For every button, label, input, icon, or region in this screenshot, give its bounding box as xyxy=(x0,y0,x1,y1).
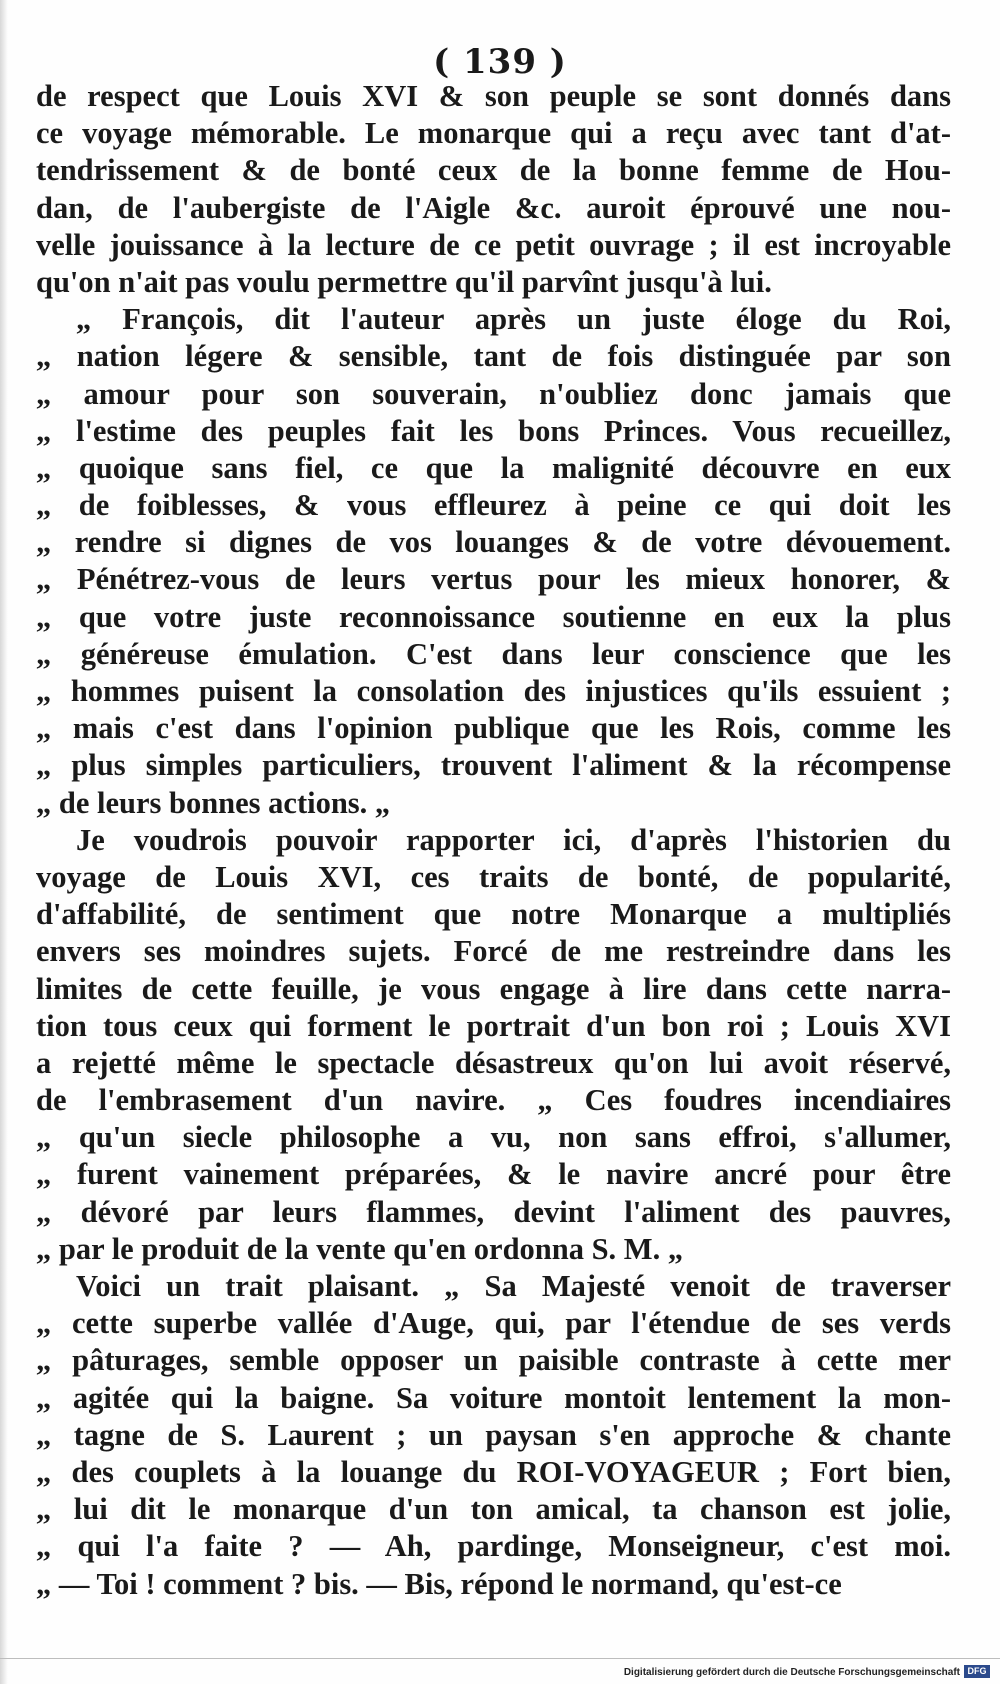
text-line: „ qu'un siecle philosophe a vu, non sans effroi, s'allumer, xyxy=(36,1120,951,1155)
text-line: dan, de l'aubergiste de l'Aigle &c. auroit éprouvé une nou- xyxy=(36,190,951,225)
text-line: „ mais c'est dans l'opinion publique que les Rois, comme les xyxy=(36,711,951,746)
text-line: „ Pénétrez-vous de leurs vertus pour les mieux honorer, & xyxy=(36,562,951,597)
text-line: „ de foiblesses, & vous effleurez à peine ce qui doit les xyxy=(36,488,951,523)
text-line: de l'embrasement d'un navire. „ Ces foudres incendiaires xyxy=(36,1083,951,1118)
text-line: „ agitée qui la baigne. Sa voiture montoit lentement la mon- xyxy=(36,1380,951,1415)
text-line: „ que votre juste reconnoissance soutienne en eux la plus xyxy=(36,599,951,634)
text-line: a rejetté même le spectacle désastreux qu'on lui avoit réservé, xyxy=(36,1045,951,1080)
text-line: tion tous ceux qui forment le portrait d'un bon roi ; Louis XVI xyxy=(36,1008,951,1043)
text-line: „ de leurs bonnes actions. „ xyxy=(36,785,391,820)
text-line: „ — Toi ! comment ? bis. — Bis, répond le normand, qu'est-ce xyxy=(36,1566,842,1601)
text-line: ce voyage mémorable. Le monarque qui a reçu avec tant d'at- xyxy=(36,116,951,151)
text-line: „ amour pour son souverain, n'oubliez donc jamais que xyxy=(36,376,951,411)
dfg-logo: DFG xyxy=(964,1665,990,1678)
footer-divider xyxy=(0,1658,1000,1659)
text-line: „ quoique sans fiel, ce que la malignité découvre en eux xyxy=(36,450,951,485)
text-line: tendrissement & de bonté ceux de la bonne femme de Hou- xyxy=(36,153,951,188)
text-line: „ des couplets à la louange du ROI-VOYAGEUR ; Fort bien, xyxy=(36,1454,951,1489)
page-number: ( 139 ) xyxy=(433,42,567,82)
text-line: „ l'estime des peuples fait les bons Princes. Vous recueillez, xyxy=(36,413,951,448)
text-line: „ plus simples particuliers, trouvent l'aliment & la récompense xyxy=(36,748,951,783)
text-line: „ généreuse émulation. C'est dans leur conscience que les xyxy=(36,636,951,671)
text-line: d'affabilité, de sentiment que notre Monarque a multipliés xyxy=(36,897,951,932)
text-line: „ pâturages, semble opposer un paisible contraste à cette mer xyxy=(36,1343,951,1378)
text-line: „ furent vainement préparées, & le navire ancré pour être xyxy=(36,1157,951,1192)
text-line: voyage de Louis XVI, ces traits de bonté, de popularité, xyxy=(36,859,951,894)
text-line: qu'on n'ait pas voulu permettre qu'il parvînt jusqu'à lui. xyxy=(36,264,772,299)
text-line: „ François, dit l'auteur après un juste éloge du Roi, xyxy=(76,302,951,337)
text-line: „ tagne de S. Laurent ; un paysan s'en approche & chante xyxy=(36,1417,951,1452)
text-line: Je voudrois pouvoir rapporter ici, d'après l'historien du xyxy=(76,822,951,857)
text-line: limites de cette feuille, je vous engage à lire dans cette narra- xyxy=(36,971,951,1006)
text-line: envers ses moindres sujets. Forcé de me restreindre dans les xyxy=(36,934,951,969)
text-line: „ cette superbe vallée d'Auge, qui, par l'étendue de ses verds xyxy=(36,1306,951,1341)
page-edge-shadow xyxy=(0,0,8,1684)
text-line: „ hommes puisent la consolation des injustices qu'ils essuient ; xyxy=(36,674,951,708)
digitization-credit: Digitalisierung gefördert durch die Deutsche Forschungsgemeinschaft xyxy=(623,1667,960,1678)
text-line: de respect que Louis XVI & son peuple se sont donnés dans xyxy=(36,79,951,113)
body-text xyxy=(36,78,951,1603)
text-line: „ dévoré par leurs flammes, devint l'aliment des pauvres, xyxy=(36,1194,951,1229)
text-line: „ lui dit le monarque d'un ton amical, ta chanson est jolie, xyxy=(36,1492,951,1527)
text-line: „ par le produit de la vente qu'en ordonna S. M. „ xyxy=(36,1231,684,1266)
text-line: „ rendre si dignes de vos louanges & de votre dévouement. xyxy=(36,525,951,560)
text-line: Voici un trait plaisant. „ Sa Majesté venoit de traverser xyxy=(76,1269,951,1303)
text-line: „ qui l'a faite ? — Ah, pardinge, Monseigneur, c'est moi. xyxy=(36,1529,951,1564)
text-line: „ nation légere & sensible, tant de fois distinguée par son xyxy=(36,339,951,374)
text-line: velle jouissance à la lecture de ce petit ouvrage ; il est incroyable xyxy=(36,227,951,262)
